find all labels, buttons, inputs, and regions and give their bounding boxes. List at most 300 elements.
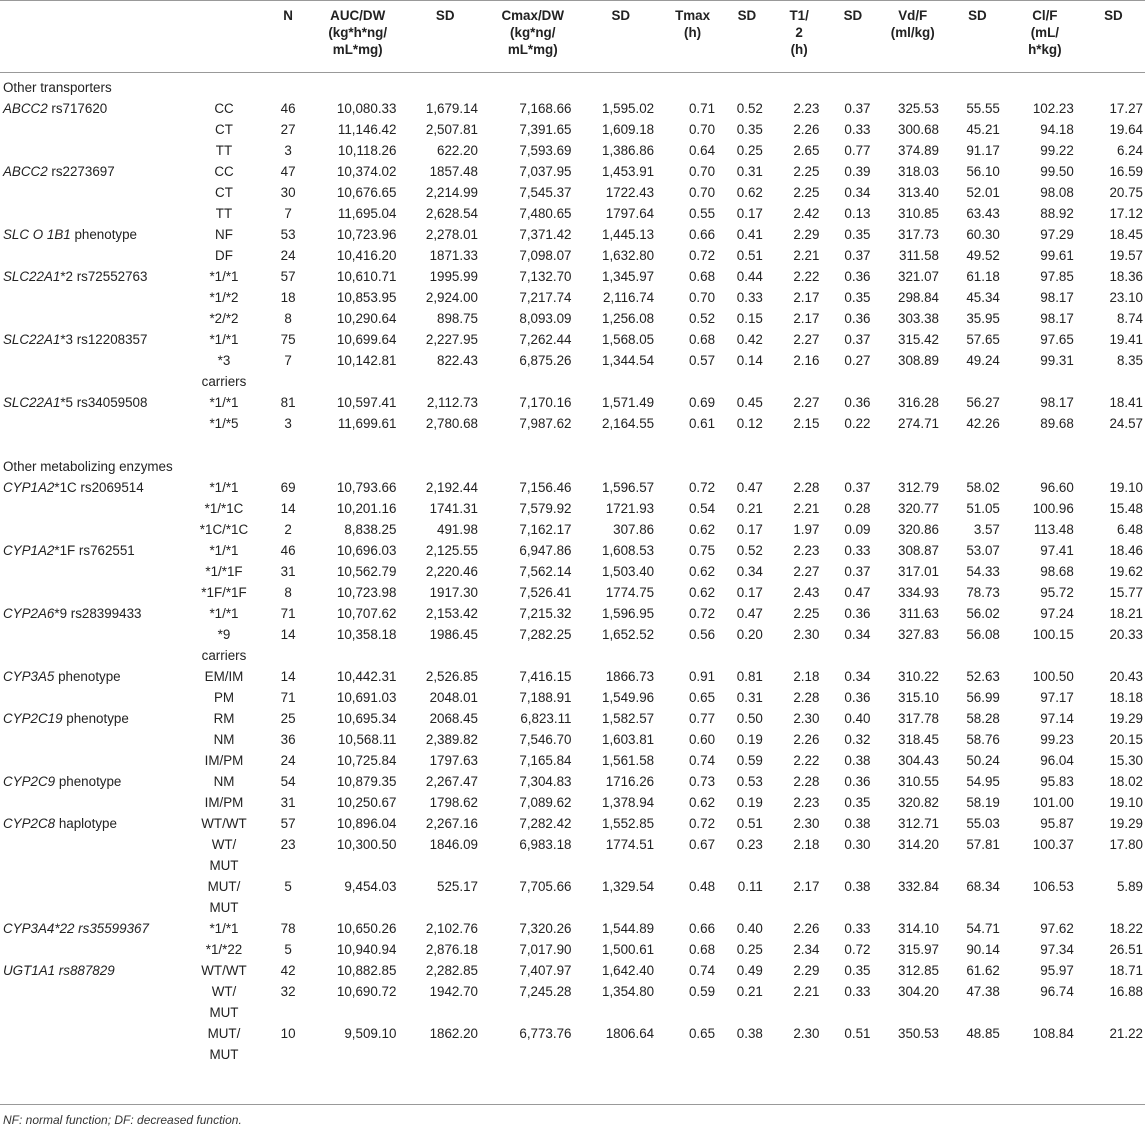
value-cell: 7,245.28 <box>519 984 572 999</box>
value-cell: 10,695.34 <box>336 711 397 726</box>
gene-name: CYP3A4*22 rs35599367 <box>3 921 149 936</box>
value-cell: 100.37 <box>1032 837 1074 852</box>
table-row <box>0 983 1145 1004</box>
value-cell: 21.22 <box>1109 1026 1143 1041</box>
value-cell: 7,188.91 <box>519 690 572 705</box>
value-cell: 0.14 <box>736 353 763 368</box>
value-cell: 98.08 <box>1040 185 1074 200</box>
variant-label: *1F rs762551 <box>54 543 135 558</box>
table-row-continuation <box>0 899 1145 920</box>
gene-cell <box>0 773 183 794</box>
value-cell: 100.50 <box>1032 669 1074 684</box>
value-cell: 2.25 <box>793 164 820 179</box>
value-cell: 11,699.61 <box>337 416 397 431</box>
value-cell: 0.70 <box>688 290 716 305</box>
value-cell: 312.85 <box>898 963 939 978</box>
variant-label: *9 rs28399433 <box>54 606 142 621</box>
value-cell: 7,156.46 <box>519 480 572 495</box>
value-cell: 18.02 <box>1109 774 1143 789</box>
value-cell: 311.63 <box>899 606 939 621</box>
value-cell: 10,699.64 <box>336 332 397 347</box>
value-cell: 1995.99 <box>429 269 478 284</box>
value-cell: 108.84 <box>1032 1026 1074 1041</box>
value-cell: 10,940.94 <box>336 942 397 957</box>
value-cell: 0.68 <box>688 269 716 284</box>
value-cell: 10,250.67 <box>336 795 397 810</box>
value-cell: 61.62 <box>966 963 1000 978</box>
value-cell: 32 <box>280 984 296 999</box>
value-cell: 31 <box>280 564 296 579</box>
value-cell: 1,453.91 <box>602 164 655 179</box>
value-cell: 7 <box>284 206 292 221</box>
value-cell: 8,093.09 <box>519 311 572 326</box>
value-cell: 100.96 <box>1032 501 1074 516</box>
value-cell: 318.45 <box>898 732 939 747</box>
gene-cell <box>0 731 183 752</box>
value-cell: 317.78 <box>898 711 939 726</box>
value-cell: 0.50 <box>736 711 763 726</box>
value-cell: 10,793.66 <box>336 480 397 495</box>
value-cell: 14 <box>280 627 296 642</box>
value-cell: 2,102.76 <box>425 921 478 936</box>
value-cell: 298.84 <box>898 290 939 305</box>
value-cell: 27 <box>280 122 296 137</box>
value-cell: 0.66 <box>688 921 716 936</box>
value-cell: 2,164.55 <box>602 416 655 431</box>
value-cell: 1,608.53 <box>602 543 655 558</box>
value-cell: 10,723.98 <box>336 585 397 600</box>
value-cell: 90.14 <box>966 942 1000 957</box>
table-row <box>0 268 1145 289</box>
table-row <box>0 1025 1145 1046</box>
value-cell: 18.18 <box>1109 690 1143 705</box>
value-cell: 0.52 <box>688 311 716 326</box>
value-cell: 5 <box>284 879 292 894</box>
gene-name: SLC22A1 <box>3 395 61 410</box>
value-cell: 10,882.85 <box>336 963 397 978</box>
value-cell: 10,725.84 <box>336 753 397 768</box>
value-cell: 1716.26 <box>605 774 655 789</box>
value-cell: 2.65 <box>793 143 820 158</box>
value-cell: 71 <box>280 606 296 621</box>
value-cell: 0.37 <box>844 101 871 116</box>
value-cell: 18.21 <box>1109 606 1143 621</box>
genotype-cell: *1C/*1C <box>199 522 249 537</box>
genotype-cell: TT <box>215 143 233 158</box>
value-cell: 0.34 <box>736 564 763 579</box>
value-cell: 2,125.55 <box>425 543 478 558</box>
value-cell: 0.20 <box>736 627 763 642</box>
value-cell: 311.58 <box>899 248 939 263</box>
value-cell: 0.47 <box>736 606 763 621</box>
genotype-cell: TT <box>215 206 233 221</box>
genotype-cell: CC <box>214 164 234 179</box>
value-cell: 17.12 <box>1109 206 1143 221</box>
value-cell: 2,780.68 <box>425 416 478 431</box>
column-header-6: SD <box>611 8 631 23</box>
value-cell: 0.21 <box>736 984 763 999</box>
gene-cell <box>0 668 183 689</box>
value-cell: 10,597.41 <box>336 395 397 410</box>
table-row <box>0 941 1145 962</box>
value-cell: 1741.31 <box>429 501 478 516</box>
value-cell: 2.17 <box>793 879 820 894</box>
value-cell: 96.04 <box>1040 753 1074 768</box>
value-cell: 1,596.95 <box>602 606 655 621</box>
value-cell: 0.61 <box>688 416 716 431</box>
value-cell: 0.55 <box>688 206 716 221</box>
value-cell: 95.83 <box>1040 774 1074 789</box>
value-cell: 19.29 <box>1109 711 1143 726</box>
value-cell: 47 <box>280 164 296 179</box>
value-cell: 7 <box>284 353 292 368</box>
value-cell: 0.39 <box>844 164 871 179</box>
variant-label: *3 rs12208357 <box>60 332 148 347</box>
value-cell: 1,378.94 <box>602 795 655 810</box>
value-cell: 2,214.99 <box>425 185 478 200</box>
value-cell: 2.23 <box>793 795 820 810</box>
value-cell: 18.41 <box>1109 395 1143 410</box>
gene-cell <box>0 920 183 941</box>
value-cell: 0.71 <box>688 101 716 116</box>
value-cell: 48.85 <box>966 1026 1000 1041</box>
table-row <box>0 521 1145 542</box>
value-cell: 15.30 <box>1109 753 1143 768</box>
value-cell: 0.62 <box>736 185 763 200</box>
value-cell: 2,116.74 <box>602 290 655 305</box>
value-cell: 98.17 <box>1040 311 1074 326</box>
table-row <box>0 184 1145 205</box>
variant-label: phenotype <box>55 774 122 789</box>
value-cell: 16.59 <box>1109 164 1143 179</box>
value-cell: 19.10 <box>1109 480 1143 495</box>
value-cell: 0.81 <box>736 669 763 684</box>
value-cell: 17.27 <box>1109 101 1143 116</box>
value-cell: 2.34 <box>793 942 820 957</box>
section-title: Other metabolizing enzymes <box>3 459 173 474</box>
value-cell: 8 <box>284 311 292 326</box>
value-cell: 55.55 <box>966 101 1000 116</box>
value-cell: 15.48 <box>1109 501 1143 516</box>
value-cell: 304.20 <box>898 984 939 999</box>
value-cell: 7,037.95 <box>519 164 572 179</box>
table-footnote: NF: normal function; DF: decreased function. <box>3 1113 242 1127</box>
genotype-cell-continued: MUT <box>209 858 239 873</box>
value-cell: 0.72 <box>844 942 871 957</box>
value-cell: 0.19 <box>736 795 763 810</box>
value-cell: 10,853.95 <box>336 290 397 305</box>
gene-cell <box>0 310 183 331</box>
genotype-cell: *1/*1F <box>205 564 243 579</box>
genotype-cell: EM/IM <box>204 669 244 684</box>
value-cell: 10,610.71 <box>336 269 397 284</box>
value-cell: 304.43 <box>898 753 939 768</box>
value-cell: 98.17 <box>1040 290 1074 305</box>
value-cell: 0.59 <box>736 753 763 768</box>
value-cell: 20.15 <box>1109 732 1143 747</box>
gene-cell <box>0 500 183 521</box>
value-cell: 0.17 <box>736 206 763 221</box>
value-cell: 10,142.81 <box>336 353 397 368</box>
gene-cell <box>0 521 183 542</box>
value-cell: 57 <box>280 816 296 831</box>
value-cell: 0.72 <box>688 480 716 495</box>
value-cell: 2,282.85 <box>425 963 478 978</box>
gene-name: UGT1A1 rs887829 <box>3 963 115 978</box>
gene-cell <box>0 415 183 436</box>
table-row <box>0 310 1145 331</box>
value-cell: 7,132.70 <box>519 269 572 284</box>
value-cell: 100.15 <box>1032 627 1074 642</box>
value-cell: 15.77 <box>1109 585 1143 600</box>
value-cell: 61.18 <box>966 269 1000 284</box>
value-cell: 18.45 <box>1109 227 1143 242</box>
value-cell: 96.74 <box>1040 984 1074 999</box>
value-cell: 99.50 <box>1040 164 1074 179</box>
value-cell: 20.33 <box>1109 627 1143 642</box>
value-cell: 35.95 <box>966 311 1000 326</box>
value-cell: 0.30 <box>844 837 871 852</box>
value-cell: 19.41 <box>1109 332 1143 347</box>
value-cell: 58.02 <box>966 480 1000 495</box>
value-cell: 2.29 <box>793 227 820 242</box>
value-cell: 0.68 <box>688 332 716 347</box>
value-cell: 308.87 <box>898 543 939 558</box>
value-cell: 310.85 <box>898 206 939 221</box>
gene-cell <box>0 247 183 268</box>
value-cell: 314.20 <box>898 837 939 852</box>
table-row <box>0 668 1145 689</box>
value-cell: 11,146.42 <box>337 122 397 137</box>
value-cell: 1,596.57 <box>602 480 655 495</box>
value-cell: 2,267.47 <box>425 774 478 789</box>
gene-cell <box>0 479 183 500</box>
value-cell: 0.33 <box>844 122 871 137</box>
value-cell: 58.28 <box>966 711 1000 726</box>
value-cell: 0.35 <box>844 963 871 978</box>
value-cell: 10,562.79 <box>336 564 397 579</box>
value-cell: 0.47 <box>736 480 763 495</box>
value-cell: 0.34 <box>844 669 871 684</box>
variant-label: phenotype <box>62 711 129 726</box>
genotype-cell: *1/*1 <box>209 395 239 410</box>
genotype-cell: WT/ <box>211 837 237 852</box>
value-cell: 0.34 <box>844 185 871 200</box>
table-row <box>0 394 1145 415</box>
value-cell: 7,215.32 <box>519 606 572 621</box>
value-cell: 2,227.95 <box>425 332 478 347</box>
value-cell: 0.36 <box>844 774 871 789</box>
column-header-11: Vd/F (ml/kg) <box>890 8 935 40</box>
value-cell: 8.35 <box>1116 353 1143 368</box>
table-header-row <box>0 1 1145 73</box>
value-cell: 0.33 <box>844 543 871 558</box>
value-cell: 10,568.11 <box>337 732 397 747</box>
gene-name: CYP1A2 <box>3 543 55 558</box>
value-cell: 26.51 <box>1109 942 1143 957</box>
value-cell: 0.65 <box>688 690 716 705</box>
value-cell: 45.34 <box>966 290 1000 305</box>
genotype-cell-continued: MUT <box>209 1047 239 1062</box>
value-cell: 898.75 <box>437 311 478 326</box>
value-cell: 2,192.44 <box>425 480 478 495</box>
value-cell: 327.83 <box>898 627 939 642</box>
gene-cell <box>0 268 183 289</box>
value-cell: 314.10 <box>898 921 939 936</box>
value-cell: 97.24 <box>1040 606 1074 621</box>
value-cell: 6,823.11 <box>520 711 572 726</box>
value-cell: 274.71 <box>898 416 939 431</box>
value-cell: 0.36 <box>844 690 871 705</box>
value-cell: 17.80 <box>1109 837 1143 852</box>
value-cell: 101.00 <box>1032 795 1074 810</box>
value-cell: 7,017.90 <box>519 942 572 957</box>
value-cell: 99.22 <box>1040 143 1074 158</box>
value-cell: 52.63 <box>966 669 1000 684</box>
value-cell: 0.23 <box>736 837 763 852</box>
table-row <box>0 878 1145 899</box>
table-row <box>0 584 1145 605</box>
value-cell: 10,691.03 <box>336 690 397 705</box>
value-cell: 0.36 <box>844 395 871 410</box>
value-cell: 95.97 <box>1040 963 1074 978</box>
value-cell: 7,407.97 <box>519 963 572 978</box>
value-cell: 315.97 <box>898 942 939 957</box>
gene-cell <box>0 142 183 163</box>
value-cell: 8,838.25 <box>344 522 397 537</box>
value-cell: 0.62 <box>688 564 716 579</box>
variant-label: phenotype <box>70 227 138 242</box>
genotype-cell: *1/*1C <box>204 501 244 516</box>
genotype-cell: RM <box>213 711 235 726</box>
table-row <box>0 920 1145 941</box>
value-cell: 0.77 <box>688 711 716 726</box>
value-cell: 63.43 <box>966 206 1000 221</box>
value-cell: 0.56 <box>688 627 716 642</box>
value-cell: 6.24 <box>1116 143 1143 158</box>
value-cell: 54.33 <box>966 564 1000 579</box>
value-cell: 1,595.02 <box>602 101 655 116</box>
value-cell: 1722.43 <box>605 185 655 200</box>
value-cell: 7,282.42 <box>519 816 572 831</box>
value-cell: 7,217.74 <box>519 290 572 305</box>
value-cell: 2.22 <box>793 753 820 768</box>
value-cell: 8.74 <box>1116 311 1143 326</box>
value-cell: 0.15 <box>736 311 763 326</box>
genotype-cell: NM <box>213 774 235 789</box>
value-cell: 0.70 <box>688 185 716 200</box>
value-cell: 7,371.42 <box>519 227 572 242</box>
table-row <box>0 163 1145 184</box>
value-cell: 1,552.85 <box>602 816 655 831</box>
value-cell: 0.60 <box>688 732 716 747</box>
value-cell: 30 <box>280 185 296 200</box>
value-cell: 10 <box>280 1026 296 1041</box>
value-cell: 0.28 <box>844 501 871 516</box>
value-cell: 10,080.33 <box>336 101 397 116</box>
value-cell: 36 <box>280 732 296 747</box>
value-cell: 2.30 <box>793 711 820 726</box>
value-cell: 0.68 <box>688 942 716 957</box>
value-cell: 24 <box>280 753 296 768</box>
value-cell: 7,098.07 <box>519 248 572 263</box>
value-cell: 2,267.16 <box>425 816 478 831</box>
value-cell: 98.68 <box>1040 564 1074 579</box>
gene-name: CYP2C8 <box>3 816 56 831</box>
gene-name: CYP2C9 <box>3 774 56 789</box>
value-cell: 0.72 <box>688 816 716 831</box>
value-cell: 89.68 <box>1040 416 1074 431</box>
value-cell: 9,509.10 <box>344 1026 397 1041</box>
value-cell: 0.53 <box>736 774 763 789</box>
value-cell: 56.02 <box>966 606 1000 621</box>
genotype-cell: IM/PM <box>204 795 244 810</box>
value-cell: 20.75 <box>1109 185 1143 200</box>
value-cell: 75 <box>280 332 296 347</box>
value-cell: 51.05 <box>966 501 1000 516</box>
value-cell: 96.60 <box>1040 480 1074 495</box>
value-cell: 1,354.80 <box>602 984 655 999</box>
value-cell: 0.09 <box>844 522 871 537</box>
value-cell: 0.54 <box>688 501 716 516</box>
value-cell: 18 <box>280 290 296 305</box>
value-cell: 315.42 <box>898 332 939 347</box>
variant-label: *5 rs34059508 <box>60 395 148 410</box>
value-cell: 68.34 <box>966 879 1000 894</box>
value-cell: 97.41 <box>1040 543 1074 558</box>
table-bottom-rule <box>0 1104 1145 1105</box>
value-cell: 23 <box>280 837 296 852</box>
genotype-cell: *1/*5 <box>209 416 239 431</box>
value-cell: 0.38 <box>736 1026 763 1041</box>
value-cell: 321.07 <box>898 269 939 284</box>
table-row <box>0 226 1145 247</box>
value-cell: 2.42 <box>793 206 820 221</box>
value-cell: 56.27 <box>966 395 1000 410</box>
value-cell: 7,304.83 <box>519 774 572 789</box>
value-cell: 95.87 <box>1040 816 1074 831</box>
value-cell: 19.10 <box>1109 795 1143 810</box>
value-cell: 320.82 <box>898 795 939 810</box>
value-cell: 58.19 <box>966 795 1000 810</box>
table-row <box>0 710 1145 731</box>
value-cell: 0.17 <box>736 585 763 600</box>
value-cell: 1942.70 <box>429 984 478 999</box>
value-cell: 2 <box>284 522 292 537</box>
section-title-row <box>0 73 1145 101</box>
value-cell: 320.77 <box>898 501 939 516</box>
value-cell: 7,320.26 <box>519 921 572 936</box>
value-cell: 317.01 <box>898 564 939 579</box>
table-row <box>0 352 1145 373</box>
column-header-12: SD <box>968 8 987 23</box>
table-row-continuation <box>0 857 1145 878</box>
table-row <box>0 836 1145 857</box>
value-cell: 60.30 <box>966 227 1000 242</box>
table-row <box>0 626 1145 647</box>
genotype-cell: *3 <box>217 353 231 368</box>
genotype-cell: *1/*1 <box>209 921 239 936</box>
value-cell: 1866.73 <box>605 669 655 684</box>
genotype-cell: *1/*2 <box>209 290 239 305</box>
value-cell: 1774.51 <box>605 837 655 852</box>
gene-cell <box>0 605 183 626</box>
genotype-cell: *2/*2 <box>209 311 239 326</box>
value-cell: 106.53 <box>1032 879 1074 894</box>
genotype-cell-continued: MUT <box>209 900 239 915</box>
value-cell: 7,170.16 <box>519 395 572 410</box>
value-cell: 0.73 <box>688 774 716 789</box>
